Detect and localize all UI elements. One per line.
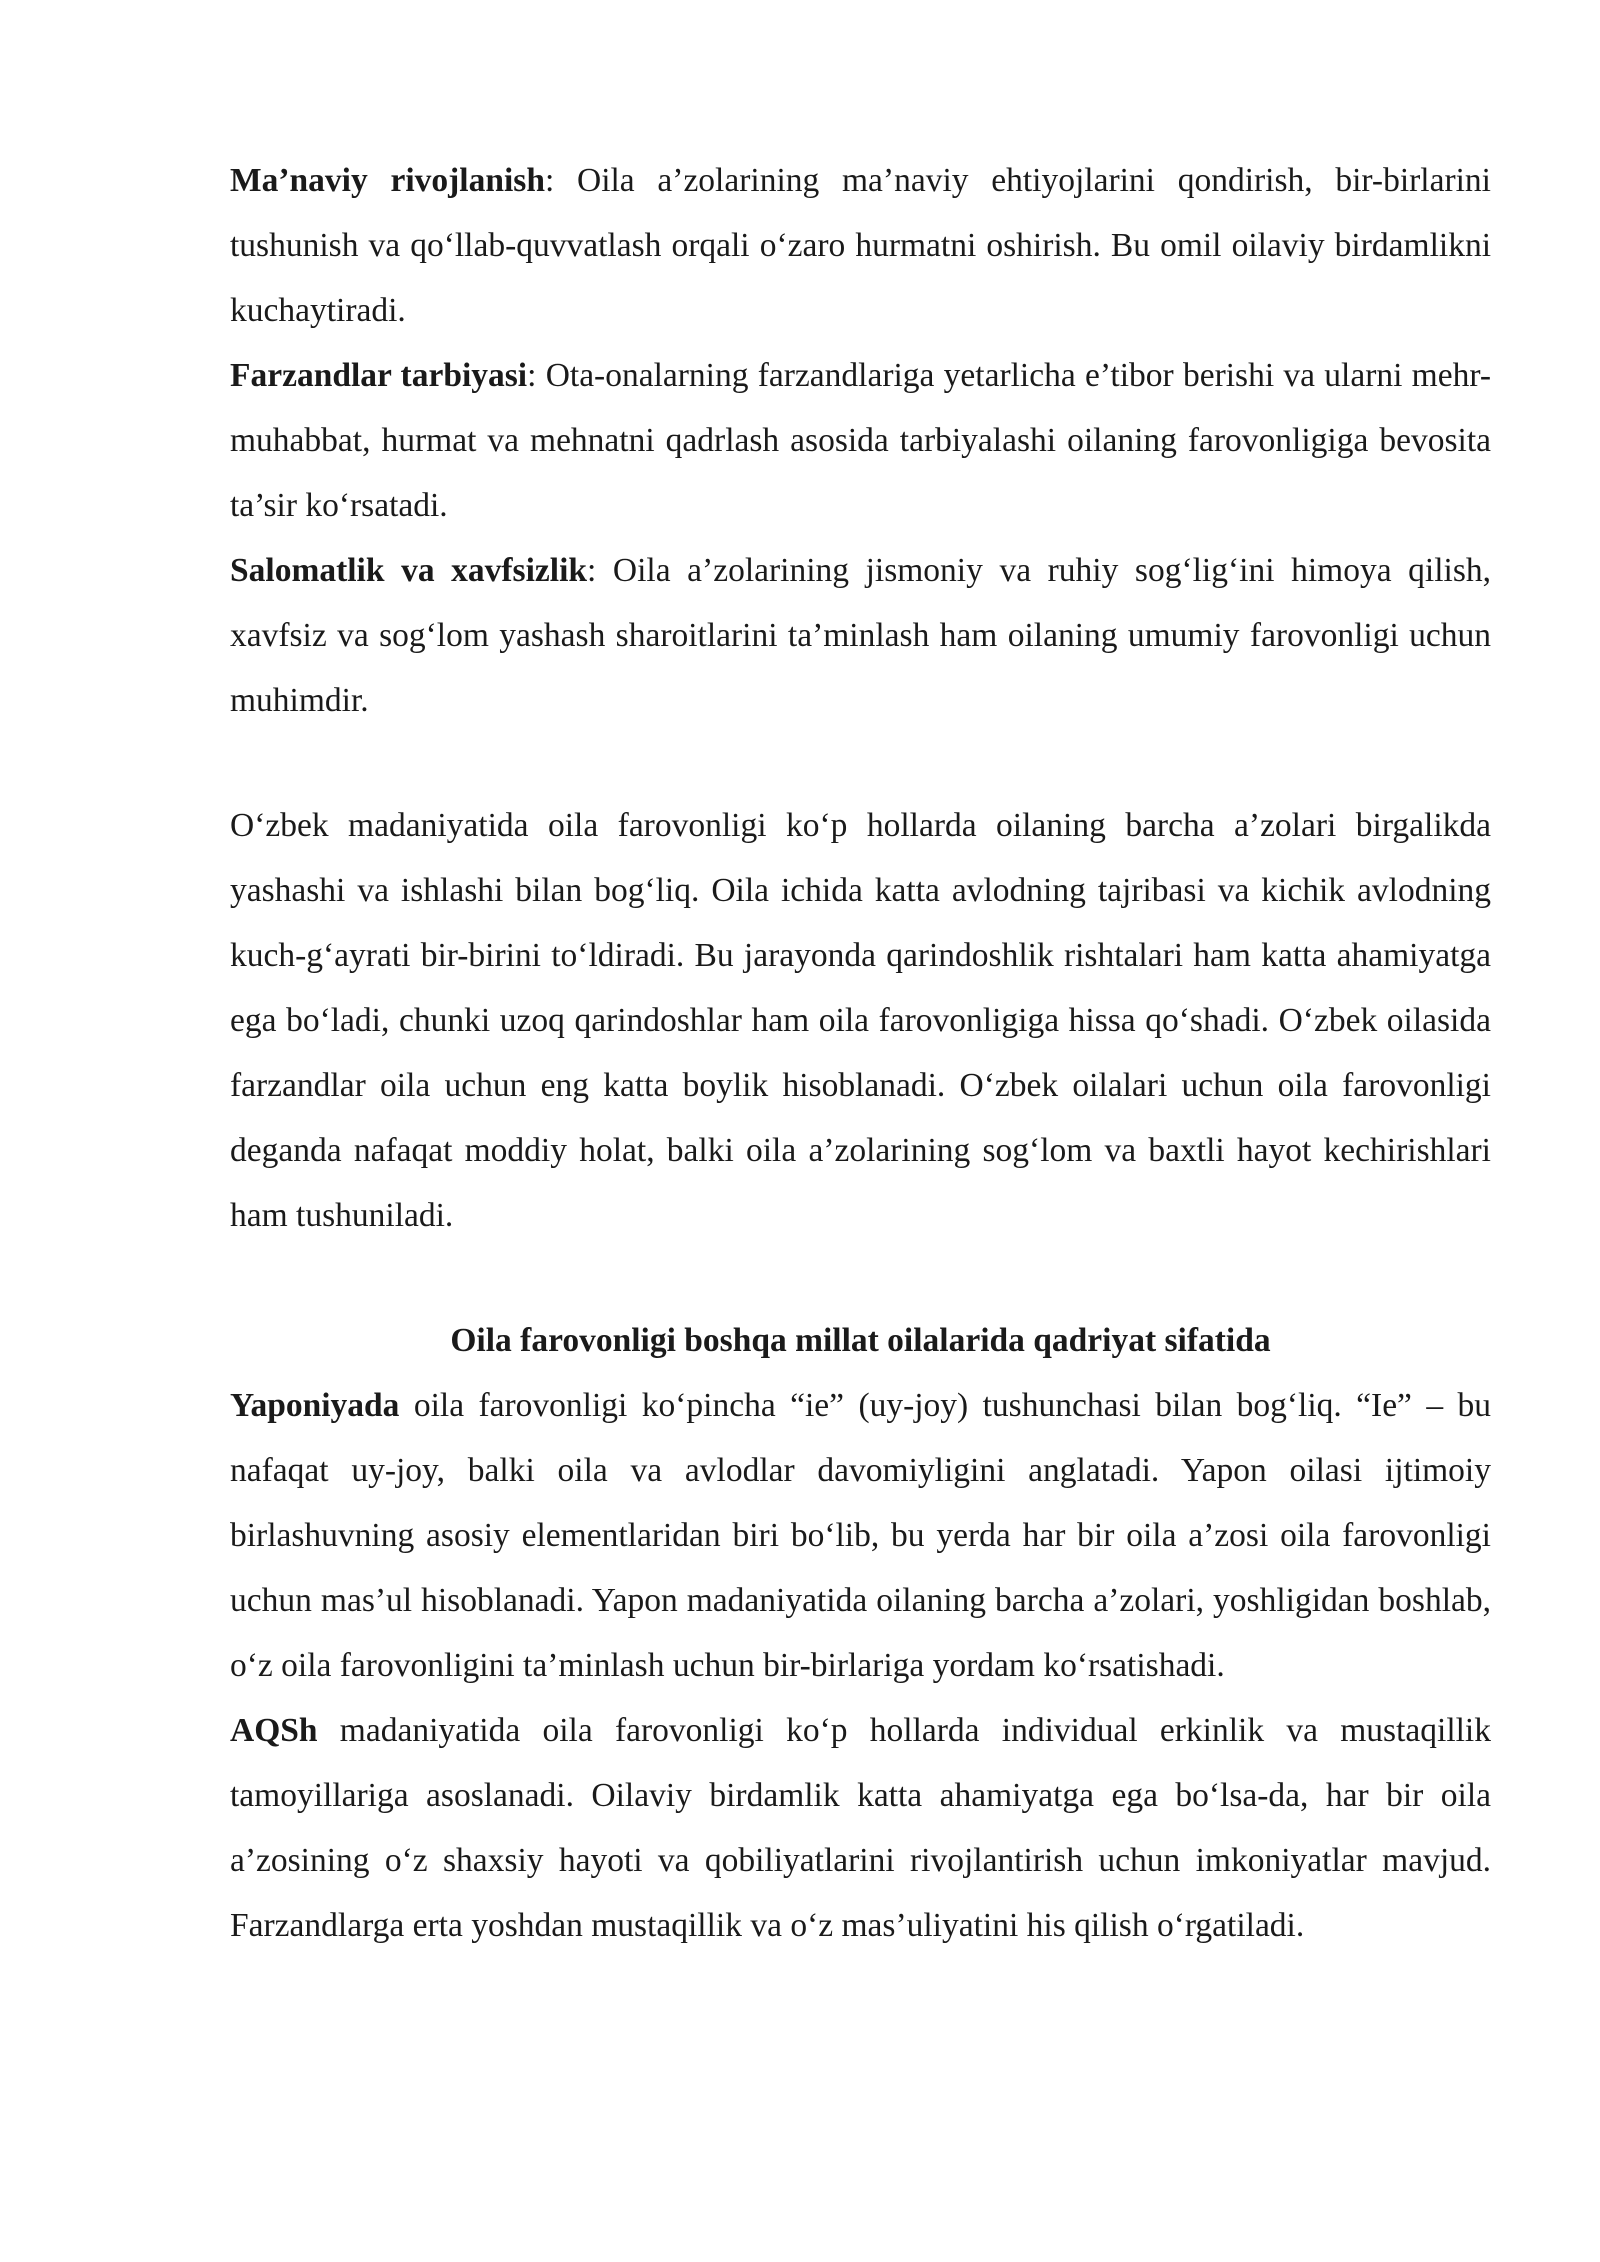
japan-paragraph	[230, 1373, 1491, 1698]
item-text: Ota-onalarning farzandlariga yetarlicha e’tibor berishi va ularni mehr-muhabbat, hurmat va mehnatni qadrlash asosida tarbiyalashi oilaning farovonligiga bevosita ta’sir ko‘rsatadi.	[230, 357, 1491, 524]
item-child-upbringing	[230, 343, 1491, 538]
usa-paragraph	[230, 1698, 1491, 1958]
japan-text: oila farovonligi ko‘pincha “ie” (uy-joy) tushunchasi bilan bog‘liq. “Ie” – bu nafaqat uy-joy, balki oila va avlodlar davomiyligini anglatadi. Yapon oilasi ijtimoiy birlashuvning asosiy elementlaridan biri bo‘lib, bu yerda har bir oila a’zosi oila farovonligi uchun mas’ul hisoblanadi. Yapon madaniyatida oilaning barcha a’zolari, yoshligidan boshlab, o‘z oila farovonligini ta’minlash uchun bir-birlariga yordam ko‘rsatishadi.	[230, 1387, 1491, 1684]
item-separator: :	[527, 357, 546, 394]
item-term: Salomatlik va xavfsizlik	[230, 552, 588, 589]
item-separator: :	[544, 162, 577, 199]
japan-term: Yaponiyada	[230, 1387, 400, 1424]
item-separator: :	[587, 552, 613, 589]
usa-term: AQSh	[230, 1712, 318, 1749]
item-spiritual-development	[230, 148, 1491, 343]
item-health-safety	[230, 538, 1491, 733]
uzbek-culture-paragraph: O‘zbek madaniyatida oila farovonligi ko‘p hollarda oilaning barcha a’zolari birgalikda yashashi va ishlashi bilan bog‘liq. Oila ichida katta avlodning tajribasi va kichik avlodning kuch-g‘ayrati bir-birini to‘ldiradi. Bu jarayonda qarindoshlik rishtalari ham katta ahamiyatga ega bo‘ladi, chunki uzoq qarindoshlar ham oila farovonligiga hissa qo‘shadi. O‘zbek oilasida farzandlar oila uchun eng katta boylik hisoblanadi. O‘zbek oilalari uchun oila farovonligi deganda nafaqat moddiy holat, balki oila a’zolarining sog‘lom va baxtli hayot kechirishlari ham tushuniladi.	[230, 807, 1491, 1234]
usa-text: madaniyatida oila farovonligi ko‘p hollarda individual erkinlik va mustaqillik tamoyillariga asoslanadi. Oilaviy birdamlik katta ahamiyatga ega bo‘lsa-da, har bir oila a’zosining o‘z shaxsiy hayoti va qobiliyatlarini rivojlantirish uchun imkoniyatlar mavjud. Farzandlarga erta yoshdan mustaqillik va o‘z mas’uliyatini his qilish o‘rgatiladi.	[230, 1712, 1491, 1944]
document-body	[230, 148, 1491, 1958]
item-text: Oila a’zolarining jismoniy va ruhiy sog‘lig‘ini himoya qilish, xavfsiz va sog‘lom yashash sharoitlarini ta’minlash ham oilaning umumiy farovonligi uchun muhimdir.	[230, 552, 1491, 719]
item-text: Oila a’zolarining ma’naviy ehtiyojlarini qondirish, bir-birlarini tushunish va qo‘llab-quvvatlash orqali o‘zaro hurmatni oshirish. Bu omil oilaviy birdamlikni kuchaytiradi.	[230, 162, 1491, 329]
item-term: Farzandlar tarbiyasi	[230, 357, 528, 394]
paragraph-spacer	[230, 1248, 1491, 1308]
paragraph-spacer	[230, 733, 1491, 793]
item-term: Ma’naviy rivojlanish	[230, 162, 545, 199]
section-heading: Oila farovonligi boshqa millat oilalarida qadriyat sifatida	[450, 1322, 1271, 1359]
